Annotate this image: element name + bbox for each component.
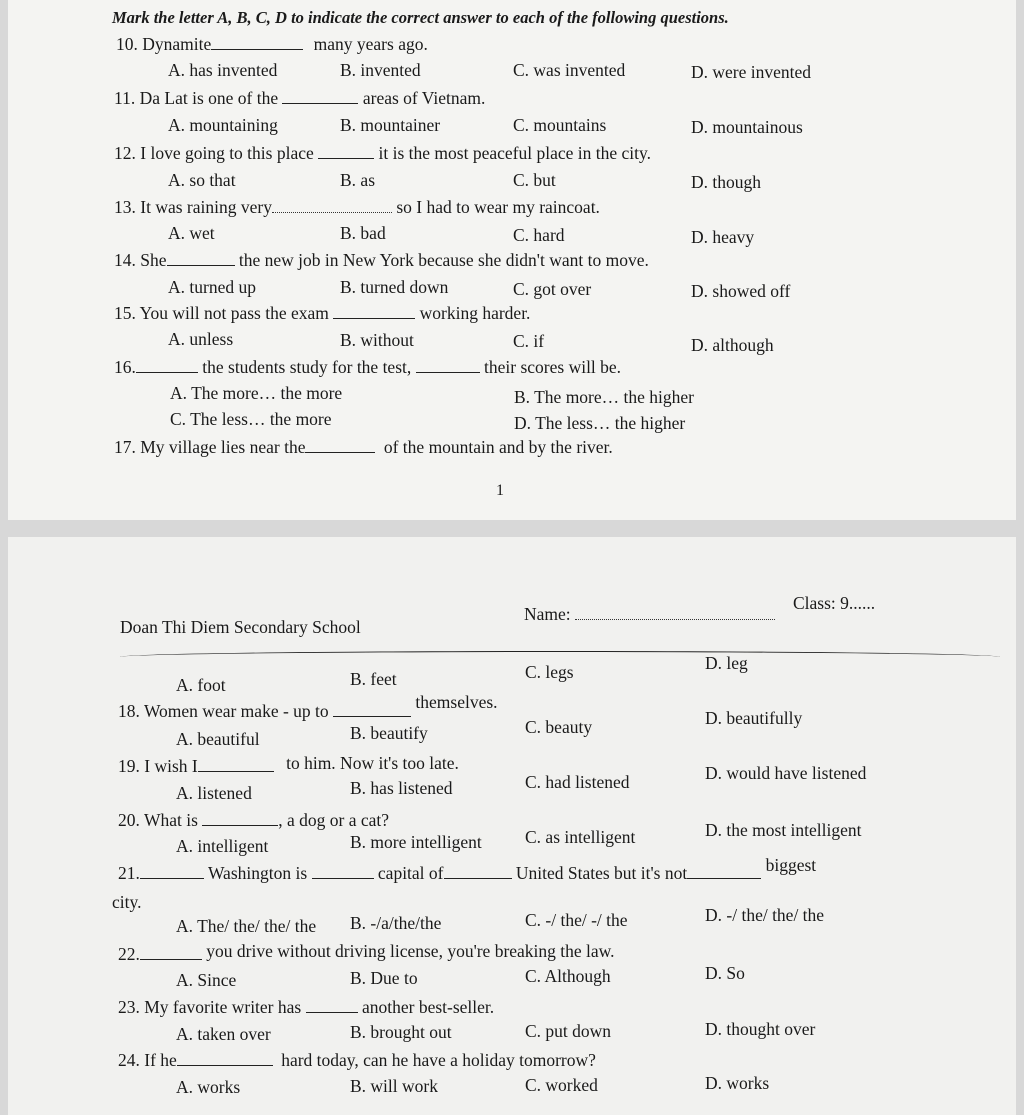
answer-blank	[198, 757, 274, 772]
question-24: 24. If he hard today, can he have a holiday tomorrow?	[118, 1050, 596, 1070]
answer-blank	[312, 864, 374, 879]
q11-option-c: C. mountains	[513, 115, 607, 135]
q19-option-b: B. has listened	[350, 778, 453, 798]
q15-option-b: B. without	[340, 330, 414, 350]
q13-option-d: D. heavy	[691, 227, 755, 247]
q21-option-b: B. -/a/the/the	[350, 913, 442, 933]
q15-option-c: C. if	[513, 331, 545, 351]
q21-continuation: city.	[112, 892, 142, 912]
question-18: 18. Women wear make - up to themselves.	[118, 692, 498, 721]
question-19: 19. I wish I to him. Now it's too late.	[118, 753, 459, 776]
q12-option-d: D. though	[691, 172, 761, 192]
q18-option-b: B. beautify	[350, 723, 428, 743]
answer-blank	[167, 251, 235, 266]
q16-option-b: B. The more… the higher	[514, 387, 694, 407]
answer-blank	[416, 358, 480, 373]
q12-option-b: B. as	[340, 170, 375, 190]
question-10: 10. Dynamite many years ago.	[116, 34, 428, 54]
answer-blank	[177, 1051, 273, 1066]
q14-option-c: C. got over	[513, 279, 592, 299]
q13-option-b: B. bad	[340, 223, 386, 243]
q20-option-b: B. more intelligent	[350, 832, 482, 852]
page-number: 1	[496, 482, 504, 499]
q24-option-d: D. works	[705, 1073, 770, 1093]
answer-blank	[306, 998, 358, 1013]
q19-option-d: D. would have listened	[705, 763, 867, 783]
question-22: 22. you drive without driving license, you're breaking the law.	[118, 941, 615, 964]
q17-option-a: A. foot	[176, 675, 226, 695]
q15-option-a: A. unless	[168, 329, 234, 349]
q22-option-b: B. Due to	[350, 968, 418, 988]
q20-option-d: D. the most intelligent	[705, 820, 862, 840]
question-11: 11. Da Lat is one of the areas of Vietnam.	[114, 88, 486, 108]
q14-option-d: D. showed off	[691, 281, 791, 301]
question-20: 20. What is , a dog or a cat?	[118, 810, 390, 830]
q23-option-a: A. taken over	[176, 1024, 271, 1044]
q22-option-c: C. Although	[525, 966, 611, 986]
q20-option-c: C. as intelligent	[525, 827, 636, 847]
q18-option-a: A. beautiful	[176, 729, 260, 749]
q24-option-c: C. worked	[525, 1075, 598, 1095]
q13-option-c: C. hard	[513, 225, 565, 245]
answer-blank	[140, 945, 202, 960]
q10-option-d: D. were invented	[691, 62, 812, 82]
q21-option-c: C. -/ the/ -/ the	[525, 910, 628, 930]
question-21: 21. Washington is capital of United States but it's not biggest	[118, 855, 817, 883]
answer-blank	[687, 864, 761, 879]
answer-blank	[140, 864, 204, 879]
q19-option-a: A. listened	[176, 783, 252, 803]
class-label: Class: 9......	[793, 593, 876, 613]
answer-blank	[333, 304, 415, 319]
answer-blank	[211, 35, 303, 50]
header-divider	[120, 651, 1000, 658]
q22-option-a: A. Since	[176, 970, 237, 990]
answer-blank	[333, 702, 411, 717]
question-16: 16. the students study for the test, their scores will be.	[114, 357, 622, 377]
q17-option-c: C. legs	[525, 662, 574, 682]
q17-option-d: D. leg	[705, 653, 748, 673]
q24-option-b: B. will work	[350, 1076, 438, 1096]
question-13: 13. It was raining very so I had to wear my raincoat.	[114, 197, 600, 217]
school-name: Doan Thi Diem Secondary School	[120, 617, 361, 637]
name-field	[575, 605, 775, 620]
question-12: 12. I love going to this place it is the most peaceful place in the city.	[114, 143, 651, 163]
answer-blank	[318, 144, 374, 159]
question-14: 14. She the new job in New York because she didn't want to move.	[114, 250, 649, 270]
instruction: Mark the letter A, B, C, D to indicate the correct answer to each of the following questions.	[112, 8, 729, 27]
q13-option-a: A. wet	[168, 223, 215, 243]
q23-option-c: C. put down	[525, 1021, 612, 1041]
q11-option-a: A. mountaining	[168, 115, 278, 135]
q23-option-d: D. thought over	[705, 1019, 816, 1039]
q11-option-d: D. mountainous	[691, 117, 803, 137]
exam-page-1	[8, 0, 1016, 520]
q18-option-c: C. beauty	[525, 717, 593, 737]
q15-option-d: D. although	[691, 335, 774, 355]
answer-blank	[444, 864, 512, 879]
q18-option-d: D. beautifully	[705, 708, 803, 728]
q12-option-a: A. so that	[168, 170, 236, 190]
q19-option-c: C. had listened	[525, 772, 630, 792]
q24-option-a: A. works	[176, 1077, 241, 1097]
answer-blank	[202, 811, 278, 826]
q21-option-d: D. -/ the/ the/ the	[705, 905, 825, 925]
question-15: 15. You will not pass the exam working harder.	[114, 303, 531, 323]
q10-option-c: C. was invented	[513, 60, 626, 80]
q16-option-a: A. The more… the more	[170, 383, 343, 403]
q20-option-a: A. intelligent	[176, 836, 269, 856]
q11-option-b: B. mountainer	[340, 115, 441, 135]
q16-option-d: D. The less… the higher	[514, 413, 686, 433]
q10-option-b: B. invented	[340, 60, 421, 80]
answer-blank	[305, 438, 375, 453]
q10-option-a: A. has invented	[168, 60, 278, 80]
q23-option-b: B. brought out	[350, 1022, 452, 1042]
q16-option-c: C. The less… the more	[170, 409, 332, 429]
q14-option-a: A. turned up	[168, 277, 256, 297]
answer-blank	[282, 89, 358, 104]
answer-blank	[272, 198, 392, 213]
exam-page-2	[8, 537, 1016, 1115]
q22-option-d: D. So	[705, 963, 745, 983]
question-17: 17. My village lies near the of the mountain and by the river.	[114, 437, 613, 457]
q17-option-b: B. feet	[350, 669, 397, 689]
q21-option-a: A. The/ the/ the/ the	[176, 916, 317, 936]
answer-blank	[136, 358, 198, 373]
name-label: Name:	[524, 604, 775, 624]
q12-option-c: C. but	[513, 170, 556, 190]
question-23: 23. My favorite writer has another best-seller.	[118, 997, 495, 1017]
q14-option-b: B. turned down	[340, 277, 449, 297]
